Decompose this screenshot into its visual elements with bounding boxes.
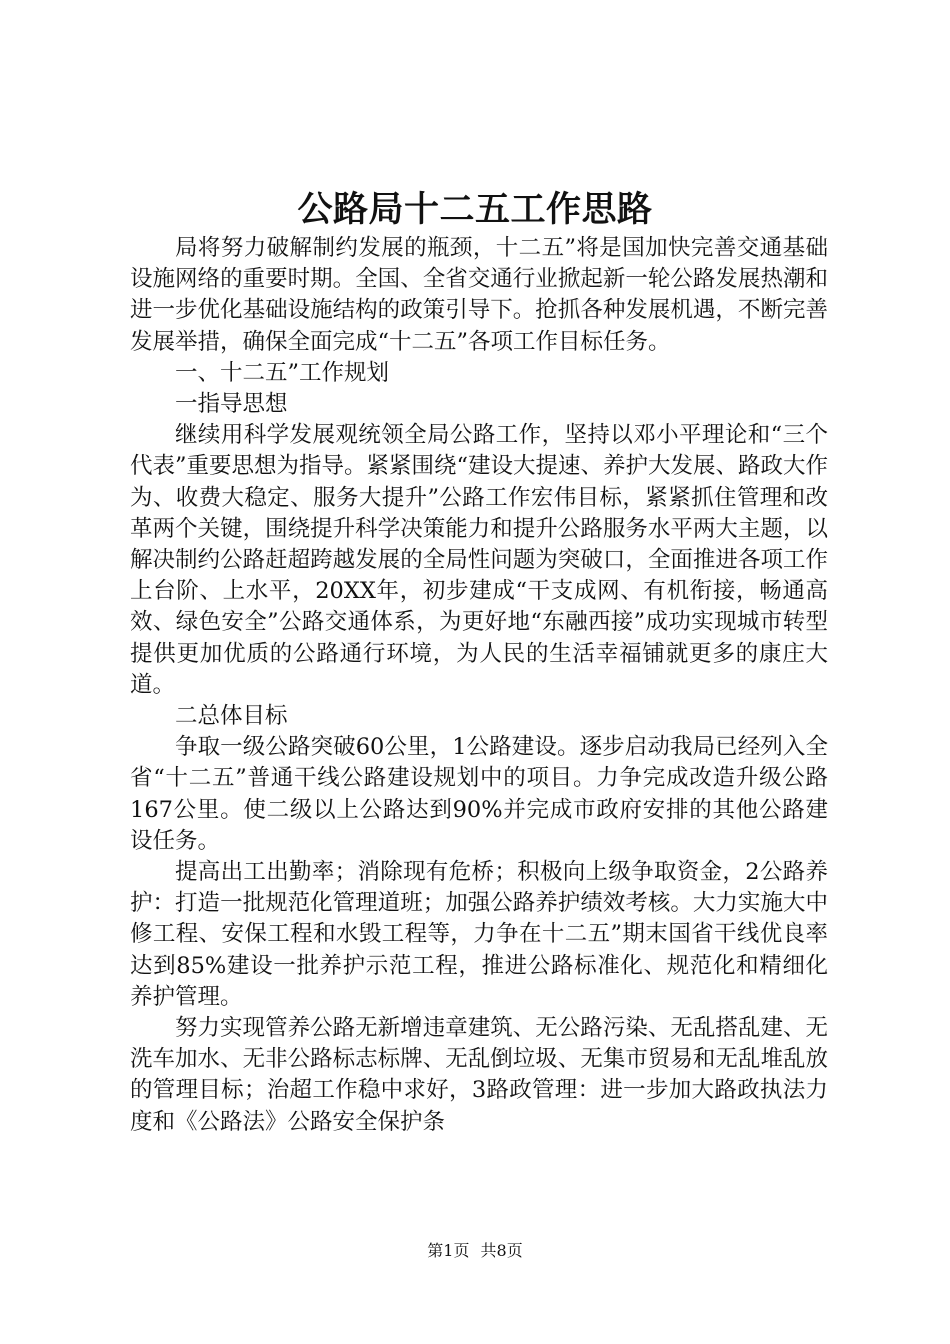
document-body bbox=[130, 233, 828, 1138]
paragraph-road-administration: 努力实现管养公路无新增违章建筑、无公路污染、无乱搭乱建、无洗车加水、无非公路标志标牌、无乱倒垃圾、无集市贸易和无乱堆乱放的管理目标；治超工作稳中求好，3路政管理：进一步加大路政执法力度和《公路法》公路安全保护条 bbox=[130, 1015, 828, 1135]
document-title: 公路局十二五工作思路 bbox=[297, 190, 653, 230]
paragraph-intro: 局将努力破解制约发展的瓶颈，十二五”将是国加快完善交通基础设施网络的重要时期。全国、全省交通行业掀起新一轮公路发展热潮和进一步优化基础设施结构的政策引导下。抢抓各种发展机遇，不断完善发展举措，确保全面完成“十二五”各项工作目标任务。 bbox=[130, 235, 828, 355]
heading-overall-goal: 二总体目标 bbox=[175, 703, 288, 730]
paragraph-road-construction: 争取一级公路突破60公里，1公路建设。逐步启动我局已经列入全省“十二五”普通干线公路建设规划中的项目。力争完成改造升级公路167公里。使二级以上公路达到90%并完成市政府安排的其他公路建设任务。 bbox=[130, 734, 828, 854]
heading-guiding-thought: 一指导思想 bbox=[175, 391, 288, 418]
heading-plan: 一、十二五”工作规划 bbox=[175, 359, 390, 386]
page-footer bbox=[0, 1240, 950, 1262]
page-total: 共8页 bbox=[480, 1241, 523, 1260]
paragraph-guiding-thought: 继续用科学发展观统领全局公路工作，坚持以邓小平理论和“三个代表”重要思想为指导。紧紧围绕“建设大提速、养护大发展、路政大作为、收费大稳定、服务大提升”公路工作宏伟目标，紧紧抓住管理和改革两个关键，围绕提升科学决策能力和提升公路服务水平两大主题，以解决制约公路赶超跨越发展的全局性问题为突破口，全面推进各项工作上台阶、上水平，20XX年，初步建成“干支成网、有机衔接，畅通高效、绿色安全”公路交通体系，为更好地“东融西接”成功实现城市转型提供更加优质的公路通行环境，为人民的生活幸福铺就更多的康庄大道。 bbox=[130, 422, 829, 698]
paragraph-road-maintenance: 提高出工出勤率；消除现有危桥；积极向上级争取资金，2公路养护：打造一批规范化管理道班；加强公路养护绩效考核。大力实施大中修工程、安保工程和水毁工程等，力争在十二五”期末国省干线优良率达到85%建设一批养护示范工程，推进公路标准化、规范化和精细化养护管理。 bbox=[130, 859, 828, 1010]
page-number: 第1页 bbox=[427, 1241, 470, 1260]
